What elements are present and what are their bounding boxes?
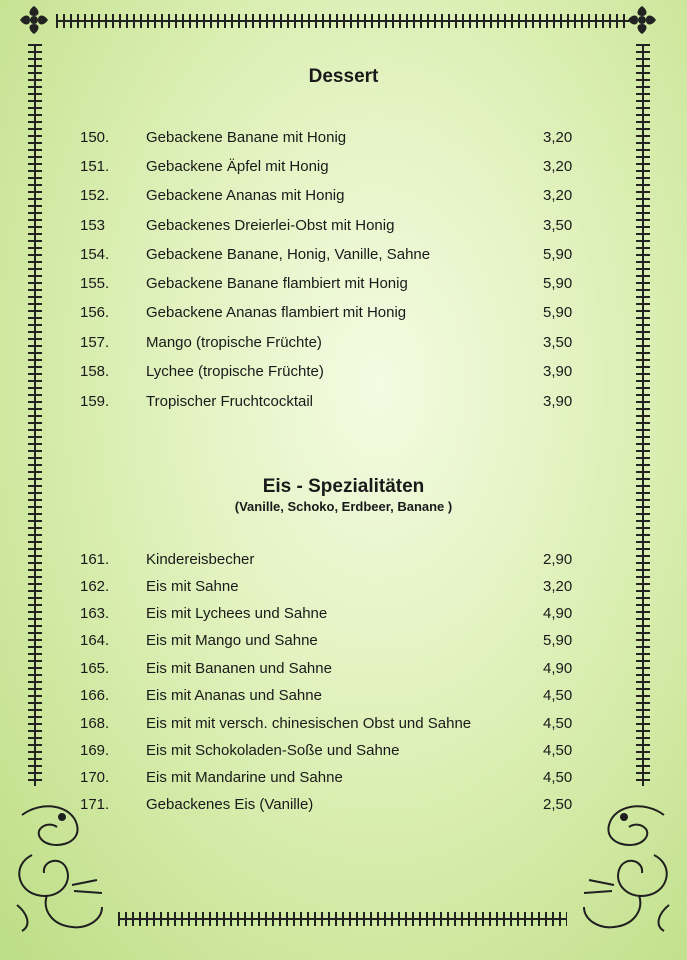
menu-item [0,361,687,383]
item-number: 161. [80,551,110,568]
item-name: Eis mit Mandarine und Sahne [146,769,343,786]
menu-item [0,658,687,680]
item-price: 3,20 [543,187,573,204]
item-name: Gebackene Banane mit Honig [146,129,347,146]
item-number: 152. [80,187,110,204]
menu-item [0,794,687,816]
item-price: 5,90 [543,632,573,649]
item-number: 163. [80,605,110,622]
item-number: 170. [80,769,110,786]
item-price: 3,50 [543,334,573,351]
item-name: Gebackene Äpfel mit Honig [146,158,329,175]
item-price: 4,50 [543,687,573,704]
eis-title: Eis - Spezialitäten [262,476,425,497]
menu-item [0,767,687,789]
item-number: 164. [80,632,110,649]
item-number: 156. [80,304,110,321]
item-name: Kindereisbecher [146,551,255,568]
item-number: 155. [80,275,110,292]
item-price: 5,90 [543,275,573,292]
item-name: Gebackene Banane flambiert mit Honig [146,275,408,292]
item-number: 157. [80,334,110,351]
eis-subtitle: (Vanille, Schoko, Erdbeer, Banane ) [234,499,453,514]
item-number: 171. [80,796,110,813]
item-price: 4,50 [543,715,573,732]
item-number: 168. [80,715,110,732]
item-price: 4,50 [543,742,573,759]
ornamental-border-top [56,14,629,28]
menu-item [0,549,687,571]
item-name: Eis mit Sahne [146,578,239,595]
menu-item [0,685,687,707]
item-name: Eis mit mit versch. chinesischen Obst und Sahne [146,715,472,732]
item-number: 165. [80,660,110,677]
item-name: Gebackene Ananas mit Honig [146,187,345,204]
item-price: 3,20 [543,578,573,595]
dragon-left-icon [2,795,112,935]
item-name: Eis mit Ananas und Sahne [146,687,322,704]
dessert-title: Dessert [308,66,379,87]
item-price: 4,90 [543,605,573,622]
item-number: 158. [80,363,110,380]
item-name: Tropischer Fruchtcocktail [146,393,313,410]
item-name: Eis mit Mango und Sahne [146,632,318,649]
item-name: Gebackene Ananas flambiert mit Honig [146,304,407,321]
item-name: Gebackene Banane, Honig, Vanille, Sahne [146,246,431,263]
item-price: 5,90 [543,304,573,321]
item-number: 150. [80,129,110,146]
item-number: 166. [80,687,110,704]
menu-item [0,156,687,178]
item-number: 169. [80,742,110,759]
item-name: Eis mit Bananen und Sahne [146,660,332,677]
menu-item [0,273,687,295]
ornamental-border-bottom [118,912,567,926]
item-number: 154. [80,246,110,263]
item-name: Eis mit Schokoladen-Soße und Sahne [146,742,400,759]
item-price: 3,90 [543,363,573,380]
item-number: 151. [80,158,110,175]
item-price: 4,90 [543,660,573,677]
item-name: Gebackenes Eis (Vanille) [146,796,314,813]
item-price: 5,90 [543,246,573,263]
menu-item [0,576,687,598]
item-name: Gebackenes Dreierlei-Obst mit Honig [146,217,395,234]
menu-item [0,127,687,149]
item-number: 162. [80,578,110,595]
menu-item [0,332,687,354]
item-price: 4,50 [543,769,573,786]
item-name: Eis mit Lychees und Sahne [146,605,328,622]
menu-item [0,713,687,735]
dragon-right-icon [574,795,684,935]
menu-item [0,185,687,207]
menu-item [0,244,687,266]
fleur-corner-icon [16,2,52,38]
item-number: 153 [80,217,106,234]
item-price: 2,50 [543,796,573,813]
menu-item [0,302,687,324]
item-price: 3,50 [543,217,573,234]
item-number: 159. [80,393,110,410]
item-name: Lychee (tropische Früchte) [146,363,324,380]
item-price: 3,20 [543,129,573,146]
item-price: 2,90 [543,551,573,568]
menu-item [0,630,687,652]
menu-item [0,391,687,413]
menu-item [0,740,687,762]
item-name: Mango (tropische Früchte) [146,334,322,351]
fleur-corner-icon [624,2,660,38]
item-price: 3,20 [543,158,573,175]
menu-item [0,215,687,237]
menu-item [0,603,687,625]
item-price: 3,90 [543,393,573,410]
